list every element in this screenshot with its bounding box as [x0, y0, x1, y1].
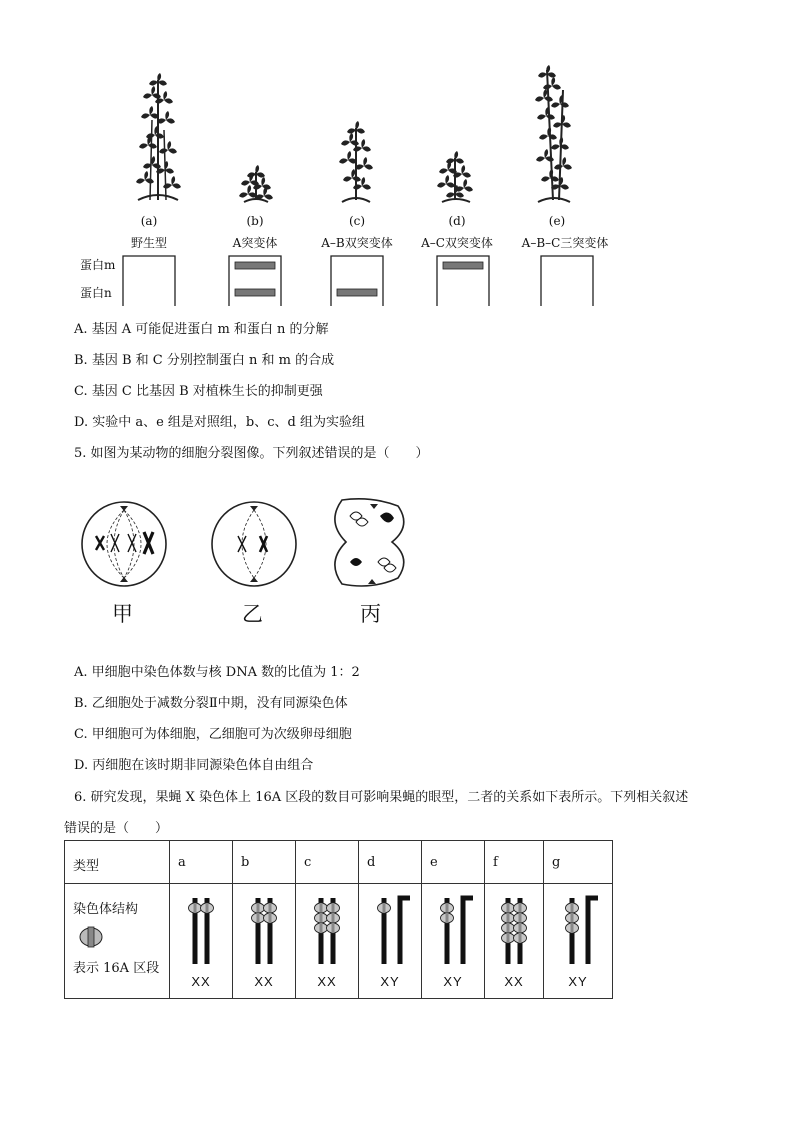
protein-n-label: 蛋白n	[80, 286, 112, 300]
q5-option-d: D. 丙细胞在该时期非同源染色体自由组合	[74, 758, 314, 773]
sex-chromosome-label: XX	[254, 974, 274, 989]
segment-16a-core	[257, 903, 260, 913]
protein-m-label: 蛋白m	[80, 258, 116, 272]
segment-16a-core	[320, 913, 323, 923]
q5-option-a: A. 甲细胞中染色体数与核 DNA 数的比值为 1：2	[74, 665, 360, 680]
header-type-f: f	[485, 841, 544, 884]
segment-16a-core	[507, 913, 510, 923]
segment-16a-core	[383, 903, 386, 913]
plant-e-illustration	[535, 65, 572, 202]
cell-bing	[335, 499, 404, 586]
table-body-row	[65, 884, 613, 999]
cell-division-figure	[80, 496, 420, 592]
header-type-a: a	[170, 841, 233, 884]
plant-b-letter: (b)	[246, 214, 264, 228]
sex-chromosome-label: XX	[504, 974, 524, 989]
header-type-d: d	[359, 841, 422, 884]
segment-16a-core	[571, 913, 574, 923]
plant-e-name: A–B–C三突变体	[521, 236, 609, 250]
chromosome-cell	[170, 884, 233, 999]
header-type-b: b	[233, 841, 296, 884]
segment-16a-core	[194, 903, 197, 913]
structure-label-cell	[65, 884, 170, 999]
plant-a-letter: (a)	[140, 214, 158, 228]
segment-16a-core	[320, 903, 323, 913]
q4-option-d: D. 实验中 a、e 组是对照组，b、c、d 组为实验组	[74, 415, 365, 430]
segment-legend-icon	[77, 923, 117, 953]
sex-chromosome-label: XY	[568, 974, 588, 989]
plant-e-letter: (e)	[548, 214, 566, 228]
chromosome-cell	[422, 884, 485, 999]
header-type-e: e	[422, 841, 485, 884]
cell-jia	[82, 502, 166, 586]
plant-c-illustration	[339, 121, 373, 202]
gel-box-e	[541, 256, 593, 306]
cell-label-yi: 乙	[242, 602, 263, 626]
sex-chromosome-label: XX	[317, 974, 337, 989]
segment-16a-core	[571, 923, 574, 933]
plant-c-name: A–B双突变体	[321, 236, 393, 250]
plant-b-illustration	[239, 165, 273, 202]
protein-gel-boxes	[0, 252, 794, 306]
segment-16a-core	[332, 903, 335, 913]
cell-label-jia: 甲	[112, 602, 133, 626]
q5-option-c: C. 甲细胞可为体细胞，乙细胞可为次级卵母细胞	[74, 727, 352, 742]
y-chromosome	[588, 898, 598, 964]
cell-label-bing: 丙	[360, 602, 381, 626]
cell-yi	[212, 502, 296, 586]
plant-b-name: A突变体	[232, 236, 278, 250]
plant-d-illustration	[437, 151, 473, 202]
y-chromosome	[400, 898, 410, 964]
segment-16a-core	[332, 923, 335, 933]
sex-chromosome-label: XY	[443, 974, 463, 989]
plant-figure	[60, 60, 660, 220]
chromosome-cell	[485, 884, 544, 999]
sex-chromosome-label: XX	[191, 974, 211, 989]
gel-box-c	[331, 256, 383, 306]
plant-a-illustration	[136, 73, 181, 200]
chromosome-cell	[544, 884, 613, 999]
header-type-label: 类型	[73, 859, 100, 874]
y-chromosome	[463, 898, 473, 964]
plant-a-name: 野生型	[130, 236, 167, 250]
plant-d-name: A–C双突变体	[421, 236, 493, 250]
segment-16a-core	[257, 913, 260, 923]
segment-16a-core	[320, 923, 323, 933]
segment-16a-core	[269, 913, 272, 923]
segment-16a-core	[446, 903, 449, 913]
header-type-g: g	[544, 841, 613, 884]
segment-16a-core	[507, 903, 510, 913]
chromosome-table	[64, 840, 613, 999]
segment-16a-core	[332, 913, 335, 923]
q4-option-b: B. 基因 B 和 C 分别控制蛋白 n 和 m 的合成	[74, 353, 335, 368]
q6-stem-line2: 错误的是（ ）	[64, 821, 169, 836]
segment-16a-core	[269, 903, 272, 913]
protein-n-band	[337, 289, 377, 296]
chromosome-cell	[359, 884, 422, 999]
protein-m-band	[443, 262, 483, 269]
q5-stem: 5. 如图为某动物的细胞分裂图像。下列叙述错误的是（ ）	[74, 446, 429, 461]
segment-16a-core	[206, 903, 209, 913]
sex-chromosome-label: XY	[380, 974, 400, 989]
structure-label-bottom: 表示 16A 区段	[73, 961, 160, 976]
header-type-c: c	[296, 841, 359, 884]
q4-option-a: A. 基因 A 可能促进蛋白 m 和蛋白 n 的分解	[74, 322, 329, 337]
segment-16a-core	[519, 903, 522, 913]
gel-box-a	[123, 256, 175, 306]
plant-c-letter: (c)	[348, 214, 366, 228]
structure-label-top: 染色体结构	[73, 902, 139, 917]
chromosome-cell	[233, 884, 296, 999]
segment-16a-core	[519, 913, 522, 923]
q5-option-b: B. 乙细胞处于减数分裂Ⅱ中期，没有同源染色体	[74, 696, 348, 711]
segment-16a-core	[507, 933, 510, 943]
protein-m-band	[235, 262, 275, 269]
protein-n-band	[235, 289, 275, 296]
segment-16a-core	[507, 923, 510, 933]
plant-d-letter: (d)	[448, 214, 466, 228]
q4-option-c: C. 基因 C 比基因 B 对植株生长的抑制更强	[74, 384, 323, 399]
segment-16a-core	[446, 913, 449, 923]
q6-stem-line1: 6. 研究发现，果蝇 X 染色体上 16A 区段的数目可影响果蝇的眼型，二者的关系如下表所示。下列相关叙述	[74, 790, 689, 805]
table-header-row	[65, 841, 613, 884]
header-type-cell	[65, 841, 170, 884]
segment-16a-core	[571, 903, 574, 913]
segment-16a-core	[519, 923, 522, 933]
chromosome-cell	[296, 884, 359, 999]
segment-16a-core	[519, 933, 522, 943]
